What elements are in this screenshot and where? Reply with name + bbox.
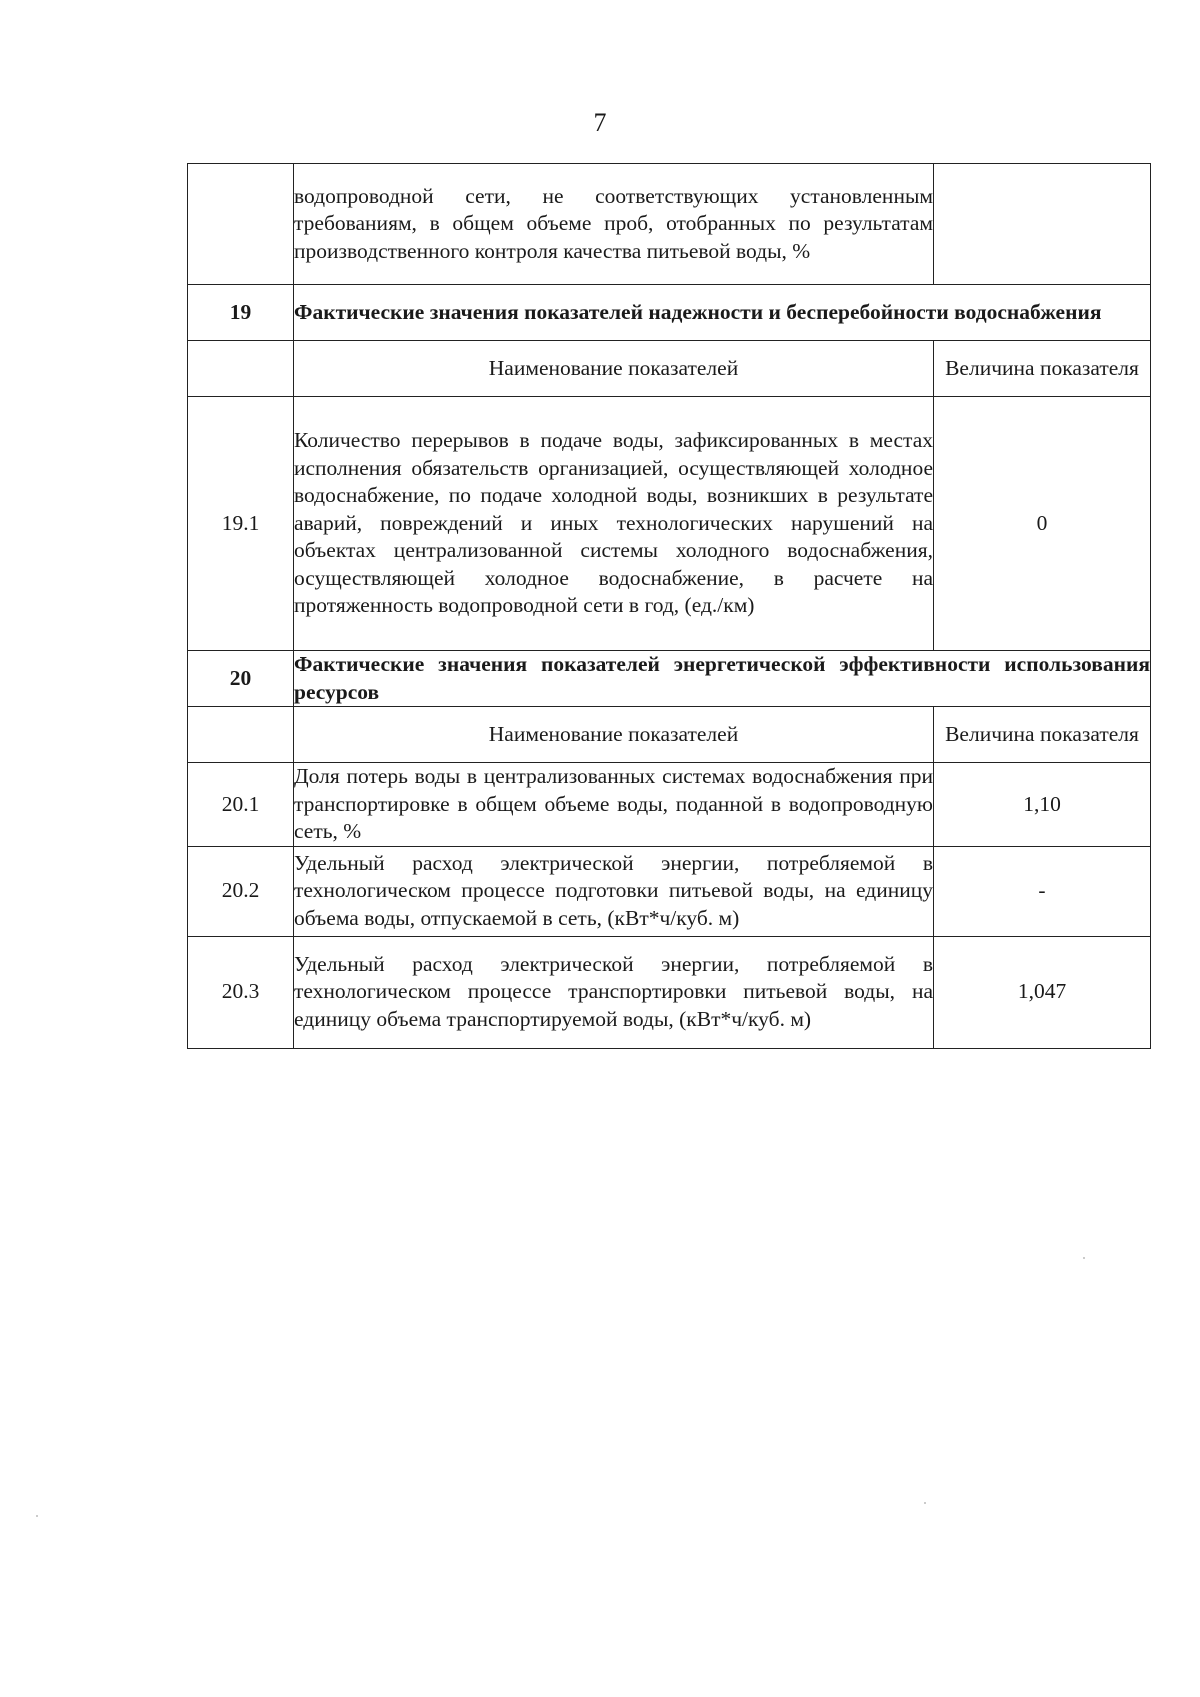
indicators-table	[187, 163, 1151, 1049]
indicator-value-cell: 0	[934, 397, 1151, 651]
scan-speck	[924, 1502, 926, 1504]
scan-speck	[36, 1515, 38, 1517]
header-name-cell: Наименование показателей	[294, 707, 934, 763]
table-row-20-1	[188, 763, 1151, 847]
indicator-value-cell	[934, 164, 1151, 285]
indicator-name-cell: водопроводной сети, не соответствующих установленным требованиям, в общем объеме проб, отобранных по результатам производственного контроля качества питьевой воды, %	[294, 164, 934, 285]
row-number-cell	[188, 164, 294, 285]
table-row-19-1	[188, 397, 1151, 651]
section-number: 20	[188, 651, 294, 707]
table-row-continuation	[188, 164, 1151, 285]
indicator-value-cell: -	[934, 846, 1151, 936]
table-row-20-3	[188, 936, 1151, 1048]
section-number: 19	[188, 285, 294, 341]
section-row-19	[188, 285, 1151, 341]
header-value-cell: Величина показателя	[934, 707, 1151, 763]
section-title: Фактические значения показателей энергетической эффективности использования ресурсов	[294, 651, 1151, 707]
row-number: 19.1	[188, 397, 294, 651]
indicator-name-cell: Доля потерь воды в централизованных системах водоснабжения при транспортировке в общем объеме воды, поданной в водопроводную сеть, %	[294, 763, 934, 847]
row-number: 20.2	[188, 846, 294, 936]
section-row-20	[188, 651, 1151, 707]
header-row-20	[188, 707, 1151, 763]
table-row-20-2	[188, 846, 1151, 936]
indicator-name-cell: Удельный расход электрической энергии, потребляемой в технологическом процессе подготовки питьевой воды, на единицу объема воды, отпускаемой в сеть, (кВт*ч/куб. м)	[294, 846, 934, 936]
indicator-value-cell: 1,047	[934, 936, 1151, 1048]
header-number-cell	[188, 341, 294, 397]
row-number: 20.3	[188, 936, 294, 1048]
indicator-name-cell: Удельный расход электрической энергии, потребляемой в технологическом процессе транспортировки питьевой воды, на единицу объема транспортируемой воды, (кВт*ч/куб. м)	[294, 936, 934, 1048]
header-value-cell: Величина показателя	[934, 341, 1151, 397]
section-title: Фактические значения показателей надежности и бесперебойности водоснабжения	[294, 285, 1151, 341]
row-number: 20.1	[188, 763, 294, 847]
indicator-value-cell: 1,10	[934, 763, 1151, 847]
scan-speck	[1083, 1257, 1085, 1259]
header-row-19	[188, 341, 1151, 397]
indicator-name-cell: Количество перерывов в подаче воды, зафиксированных в местах исполнения обязательств организацией, осуществляющей холодное водоснабжение, по подаче холодной воды, возникших в результате аварий, повреждений и иных технологических нарушений на объектах централизованной системы холодного водоснабжения, осуществляющей холодное водоснабжение, в расчете на протяженность водопроводной сети в год, (ед./км)	[294, 397, 934, 651]
header-number-cell	[188, 707, 294, 763]
page-number: 7	[593, 108, 607, 137]
header-name-cell: Наименование показателей	[294, 341, 934, 397]
